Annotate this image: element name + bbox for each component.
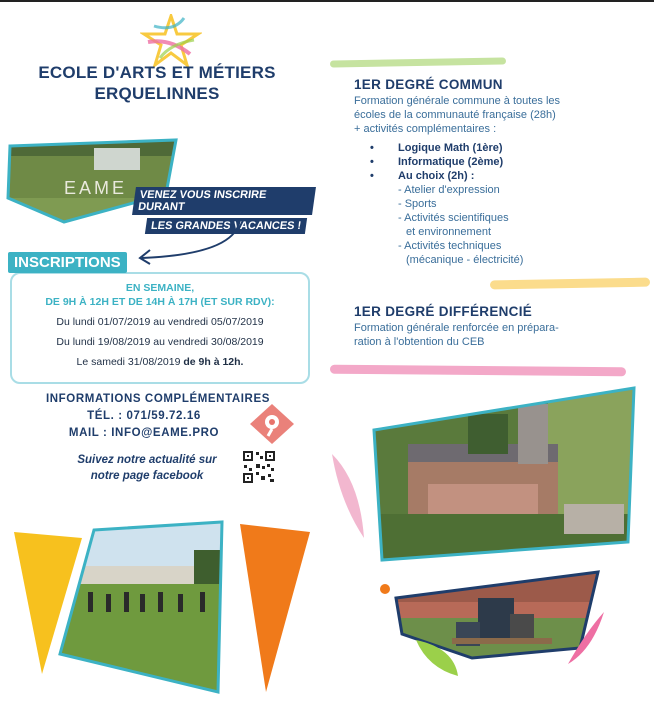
green-leaf-shape <box>414 638 460 683</box>
inscriptions-head2: DE 9H À 12H ET DE 14H À 17H (ET SUR RDV): <box>45 296 275 308</box>
inscriptions-saturday <box>12 356 308 368</box>
list-subitem: - Activités techniques <box>398 240 502 252</box>
degree1-activity-list <box>368 141 523 267</box>
email-address[interactable]: MAIL : INFO@EAME.PRO <box>68 427 220 439</box>
list-subitem: - Sports <box>398 198 437 210</box>
degree2-line1: Formation générale renforcée en prépara- <box>354 322 559 334</box>
orange-dot-shape <box>378 582 392 601</box>
saturday-date: Le samedi 31/08/2019 <box>76 356 184 368</box>
list-item: • Informatique (2ème) <box>368 155 523 169</box>
sports-field-photo <box>54 520 226 696</box>
yellow-brush-stroke <box>490 278 650 290</box>
pink-sliver-shape <box>566 610 606 671</box>
top-border <box>0 0 654 2</box>
degree1-line3: + activités complémentaires : <box>354 123 497 135</box>
degree2-line2: ration à l'obtention du CEB <box>354 336 485 348</box>
degree1-line1: Formation générale commune à toutes les <box>354 95 561 107</box>
pink-shape <box>330 452 366 547</box>
list-subitem: et environnement <box>406 226 491 238</box>
inscriptions-period2: Du lundi 19/08/2019 au vendredi 30/08/2019 <box>56 336 264 348</box>
banner-line2: LES GRANDES VACANCES ! <box>145 218 307 234</box>
inscriptions-tab: INSCRIPTIONS <box>8 252 127 273</box>
phone-number[interactable]: TÉL. : 071/59.72.16 <box>87 410 201 422</box>
follow-line1: Suivez notre actualité sur <box>77 454 217 466</box>
list-subitem: - Activités scientifiques <box>398 212 509 224</box>
degree2-description <box>354 321 644 349</box>
orange-triangle-shape <box>236 522 312 699</box>
facebook-follow-text <box>52 452 242 484</box>
list-item: • Logique Math (1ère) <box>368 141 523 155</box>
saturday-hours: de 9h à 12h. <box>183 356 244 368</box>
inscriptions-box <box>10 272 310 384</box>
school-title-line2: ERQUELINNES <box>94 84 220 103</box>
follow-line2: notre page facebook <box>90 470 204 482</box>
location-pin-icon[interactable] <box>248 402 296 451</box>
degree1-title: 1ER DEGRÉ COMMUN <box>354 77 503 92</box>
degree1-description <box>354 94 644 136</box>
degree2-title: 1ER DEGRÉ DIFFÉRENCIÉ <box>354 304 533 319</box>
degree1-line2: écoles de la communauté française (28h) <box>354 109 556 121</box>
green-brush-stroke <box>330 57 506 67</box>
aerial-school-photo <box>368 384 640 566</box>
school-title-line1: ECOLE D'ARTS ET MÉTIERS <box>38 63 276 82</box>
banner-line1: VENEZ VOUS INSCRIRE DURANT <box>132 187 316 215</box>
inscriptions-head1: EN SEMAINE, <box>125 282 195 294</box>
qr-code[interactable] <box>242 450 276 489</box>
info-title: INFORMATIONS COMPLÉMENTAIRES <box>45 393 270 405</box>
curved-arrow-icon <box>128 214 248 271</box>
eame-sign-text: EAME <box>64 178 128 198</box>
list-subitem: - Atelier d'expression <box>398 184 500 196</box>
inscriptions-period1: Du lundi 01/07/2019 au vendredi 05/07/2019 <box>56 316 264 328</box>
list-item: • Au choix (2h) : <box>368 169 523 183</box>
list-subitem: (mécanique - électricité) <box>406 254 524 266</box>
pink-brush-stroke <box>330 365 626 377</box>
school-title <box>22 62 292 104</box>
